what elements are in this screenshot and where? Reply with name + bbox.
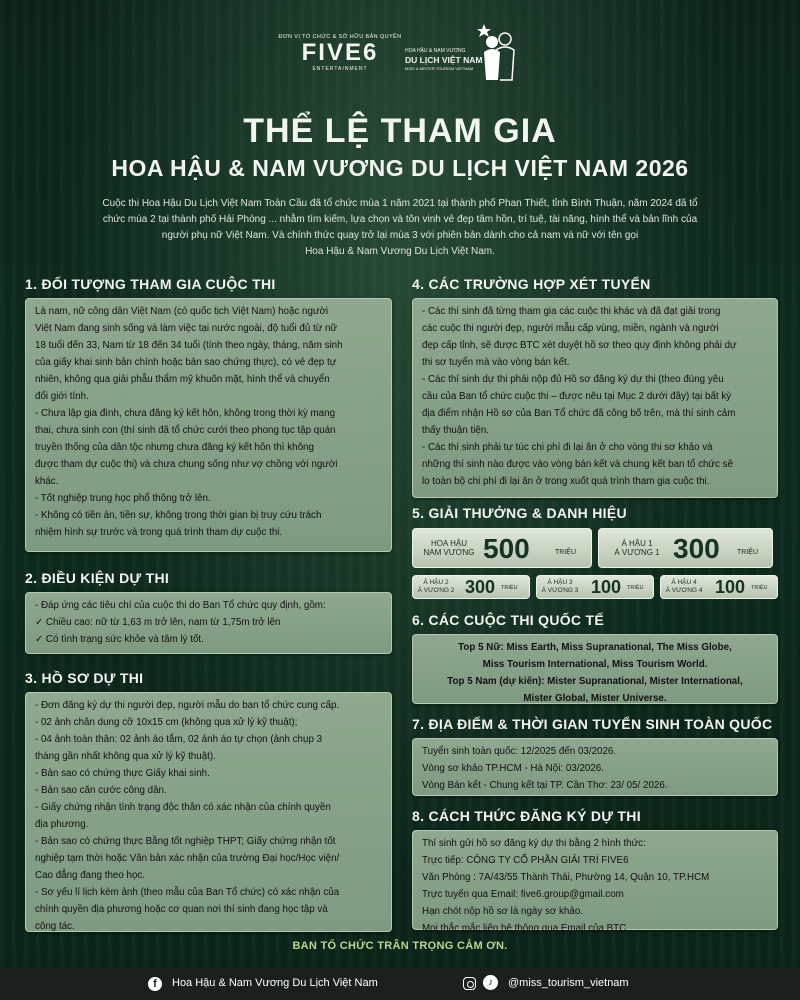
card-line: công tác. xyxy=(35,921,75,932)
prize-card xyxy=(412,575,530,599)
card-line: Là nam, nữ công dân Việt Nam (có quốc tịch Việt Nam) hoặc người xyxy=(35,306,329,317)
card-line: nhiệm hình sự trước và trong quá trình tham dự cuộc thi. xyxy=(35,527,283,538)
prize-label xyxy=(540,579,580,595)
card-line: Mister Global, Mister Universe. xyxy=(523,693,667,704)
card-line: Vòng sơ khảo TP.HCM - Hà Nội: 03/2026. xyxy=(422,763,604,774)
section-4-card xyxy=(412,298,778,498)
section-6-title: 6. CÁC CUỘC THI QUỐC TẾ xyxy=(412,612,605,628)
prize-unit: TRIỆU xyxy=(501,585,518,591)
footer xyxy=(0,968,800,1000)
facebook-page-link[interactable]: Hoa Hậu & Nam Vương Du Lịch Việt Nam xyxy=(172,977,378,989)
closing-thanks: BAN TỔ CHỨC TRÂN TRỌNG CẢM ƠN. xyxy=(292,940,508,952)
card-line: - Tốt nghiệp trung học phổ thông trở lên. xyxy=(35,493,211,504)
prize-title: NAM VƯƠNG xyxy=(423,548,475,557)
card-line: Top 5 Nữ: Miss Earth, Miss Supranational, The Miss Globe, xyxy=(458,642,732,653)
prize-title: Á VƯƠNG 4 xyxy=(665,587,703,594)
intro-line: Hoa Hậu & Nam Vương Du Lịch Việt Nam. xyxy=(305,246,495,257)
card-line: Hạn chót nộp hồ sơ là ngày sơ khảo. xyxy=(422,906,583,917)
prize-card xyxy=(412,528,592,568)
card-line: Miss Tourism International, Miss Tourism World. xyxy=(482,659,708,670)
card-line: - Sơ yếu lí lịch kèm ảnh (theo mẫu của Ban Tổ chức) có xác nhận của xyxy=(35,887,340,898)
prize-title: Á HẬU 4 xyxy=(671,579,697,586)
card-line: - Giấy chứng nhận tình trạng độc thân có xác nhận của chính quyền xyxy=(35,802,331,813)
card-line: ✓ Có tình trạng sức khỏe và tâm lý tốt. xyxy=(35,634,204,645)
card-line: Vòng Bán kết - Chung kết tại TP. Cần Thơ: 23/ 05/ 2026. xyxy=(422,780,668,791)
card-line: lo toàn bộ chi phí đi lại ăn ở trong xuốt quá trình tham gia cuộc thi. xyxy=(422,476,710,487)
prize-label xyxy=(419,539,479,557)
card-line: - Bản sao có chứng thực Bằng tốt nghiệp THPT; Giấy chứng nhận tốt xyxy=(35,836,336,847)
card-line: - Bản sao có chứng thực Giấy khai sinh. xyxy=(35,768,210,779)
card-line: tháng gần nhất không qua xử lý kỹ thuật). xyxy=(35,751,216,762)
card-line: - Các thí sinh dự thi phải nộp đủ Hồ sơ đăng ký dự thi (theo đúng yêu xyxy=(422,374,724,385)
card-line: ✓ Chiều cao: nữ từ 1,63 m trở lên, nam từ 1,75m trở lên xyxy=(35,617,281,628)
section-4-title: 4. CÁC TRƯỜNG HỢP XÉT TUYỂN xyxy=(412,276,651,292)
prize-amount: 500 xyxy=(483,533,530,564)
section-7-title: 7. ĐỊA ĐIỂM & THỜI GIAN TUYỂN SINH TOÀN QUỐC xyxy=(412,716,773,732)
card-line: Mọi thắc mắc liên hệ thông qua Email của BTC. xyxy=(422,923,629,934)
card-line: các cuộc thi người đẹp, người mẫu cấp vùng, miền, ngành và người xyxy=(422,323,719,334)
facebook-icon[interactable]: f xyxy=(148,977,162,991)
prize-card xyxy=(536,575,654,599)
pageant-logo xyxy=(400,22,530,82)
prize-title: Á VƯƠNG 3 xyxy=(541,587,579,594)
prize-label xyxy=(605,539,669,557)
card-line: thi sơ tuyển mà vào vòng bán kết. xyxy=(422,357,570,368)
section-1-card xyxy=(25,298,392,552)
card-line: đổi giới tính. xyxy=(35,391,89,402)
prize-card xyxy=(660,575,778,599)
prize-unit: TRIỆU xyxy=(737,549,758,556)
prize-amount: 300 xyxy=(465,577,496,597)
section-8-card xyxy=(412,830,778,934)
card-line: 18 tuổi đến 33, Nam từ 18 đến 34 tuổi (tính theo ngày, tháng, năm sinh xyxy=(35,340,343,351)
card-line: - Đơn đăng ký dự thi người đẹp, người mẫu do ban tổ chức cung cấp. xyxy=(35,700,340,711)
intro-line: người phụ nữ Việt Nam. Và chính thức quay trở lại mùa 3 với phiên bản dành cho cả nam và nữ với tên gọi xyxy=(161,230,639,241)
section-7-card xyxy=(412,738,778,796)
card-line: - 04 ảnh toàn thân: 02 ảnh áo tắm, 02 ảnh áo tự chọn (ảnh chụp 3 xyxy=(35,734,323,745)
card-line: Tuyển sinh toàn quốc: 12/2025 đến 03/2026. xyxy=(422,746,617,757)
section-8-title: 8. CÁCH THỨC ĐĂNG KÝ DỰ THI xyxy=(412,808,641,824)
card-line: Trực tiếp: CÔNG TY CỔ PHẦN GIẢI TRÍ FIVE6 xyxy=(422,855,629,866)
five6-caption: ĐƠN VỊ TỔ CHỨC & SỞ HỮU BẢN QUYỀN xyxy=(278,34,402,40)
card-line: của giấy khai sinh bản chính hoặc bản sao chứng thực), có vẻ đẹp tự xyxy=(35,357,337,368)
section-3-card xyxy=(25,692,392,932)
card-line: địa phương. xyxy=(35,819,89,830)
couple-silhouette-icon xyxy=(472,22,522,82)
five6-wordmark: FIVE6 xyxy=(301,39,379,66)
card-line: Thí sinh gửi hồ sơ đăng ký dự thi bằng 2 hình thức: xyxy=(422,838,646,849)
pageant-logo-line3: MISS & MISTER TOURISM VIETNAM xyxy=(405,66,474,71)
card-line: địa điểm nhận Hồ sơ của Ban Tổ chức đã công bố trên, mà thí sinh cảm xyxy=(422,408,736,419)
page-title: THỂ LỆ THAM GIA xyxy=(243,112,557,150)
card-line: nghiệp tạm thời hoặc Văn bản xác nhận của trường Đại học/Học viện/ xyxy=(35,853,340,864)
card-line: - Không có tiền án, tiền sự, không trong thời gian bị truy cứu trách xyxy=(35,510,322,521)
card-line: - 02 ảnh chân dung cỡ 10x15 cm (không qua xử lý kỹ thuật); xyxy=(35,717,298,728)
card-line: thấy thuận tiện. xyxy=(422,425,489,436)
section-3-title: 3. HỒ SƠ DỰ THI xyxy=(25,670,144,686)
section-5-title: 5. GIẢI THƯỞNG & DANH HIỆU xyxy=(412,505,627,521)
instagram-icon[interactable] xyxy=(463,977,476,990)
prize-unit: TRIỆU xyxy=(627,585,644,591)
prize-title: Á VƯƠNG 1 xyxy=(614,548,660,557)
prize-unit: TRIỆU xyxy=(751,585,768,591)
prize-label xyxy=(664,579,704,595)
card-line: những thí sinh nào được vào vòng bán kết và chung kết ban tổ chức sẽ xyxy=(422,459,733,470)
prize-card xyxy=(598,528,773,568)
card-line: Việt Nam đang sinh sống và làm việc tại nước ngoài, độ tuổi đủ từ nữ xyxy=(35,323,338,334)
card-line: khác. xyxy=(35,476,59,487)
five6-logo xyxy=(275,34,405,72)
pageant-logo-line2: DU LỊCH VIỆT NAM xyxy=(405,55,483,65)
intro-line: chức mùa 2 tại thành phố Hải Phòng ... nhằm tìm kiếm, lựa chọn và tôn vinh vẻ đẹp tâm hồn, trí tuệ, tài năng, hình thể và bản lĩnh của xyxy=(102,214,698,225)
page-subtitle: HOA HẬU & NAM VƯƠNG DU LỊCH VIỆT NAM 2026 xyxy=(111,155,689,181)
prize-title: Á HẬU 3 xyxy=(547,579,573,586)
prize-label xyxy=(416,579,456,595)
prize-amount: 100 xyxy=(591,577,622,597)
card-line: - Bản sao căn cước công dân. xyxy=(35,785,167,796)
prize-title: Á HẬU 2 xyxy=(423,579,449,586)
section-2-title: 2. ĐIỀU KIỆN DỰ THI xyxy=(25,570,170,586)
pageant-logo-line1: HOA HẬU & NAM VƯƠNG xyxy=(405,48,466,54)
card-line: Trực tuyến qua Email: five6.group@gmail.com xyxy=(422,889,624,900)
card-line: được tham dự cuộc thi) và chưa chung sống như vợ chồng với người xyxy=(35,459,338,470)
card-line: chính quyền địa phương hoặc cơ quan nơi thí sinh đang học tập và xyxy=(35,904,328,915)
card-line: nhiên, không qua giải phẫu thẩm mỹ khuôn mặt, hình thể và chuyển xyxy=(35,374,330,385)
card-line: - Đáp ứng các tiêu chí của cuộc thi do Ban Tổ chức quy định, gồm: xyxy=(35,600,326,611)
card-line: - Các thí sinh phải tự túc chi phí đi lại ăn ở cho vòng thi sơ khảo và xyxy=(422,442,713,453)
intro-line: Cuộc thi Hoa Hậu Du Lịch Việt Nam Toàn Cầu đã tổ chức mùa 1 năm 2021 tại thành phố Phan Thiết, tỉnh Bình Thuận, năm 2024 đã tổ xyxy=(102,198,698,209)
prize-title: Á VƯƠNG 2 xyxy=(417,587,455,594)
section-6-card xyxy=(412,634,778,704)
card-line: - Chưa lập gia đình, chưa đăng ký kết hôn, không trong thời kỳ mang xyxy=(35,408,336,419)
prize-amount: 300 xyxy=(673,533,720,564)
card-line: Top 5 Nam (dự kiến): Mister Supranational, Mister International, xyxy=(447,676,743,687)
social-handle-link[interactable]: @miss_tourism_vietnam xyxy=(508,977,629,989)
prize-amount: 100 xyxy=(715,577,746,597)
header xyxy=(0,22,800,92)
intro-paragraph xyxy=(70,196,730,260)
tiktok-icon[interactable]: ♪ xyxy=(483,975,498,990)
prize-unit: TRIỆU xyxy=(555,549,576,556)
card-line: thai, chưa sinh con (thí sinh đã tổ chức cưới theo phong tục tập quán xyxy=(35,425,336,436)
card-line: - Các thí sinh đã từng tham gia các cuộc thi khác và đã đạt giải trong xyxy=(422,306,721,317)
card-line: đẹp cấp tỉnh, sẽ được BTC xét duyệt hồ sơ theo quy định không phải dự xyxy=(422,340,737,351)
card-line: cầu của Ban tổ chức cuộc thi – được nêu tại Mục 2 dưới đây) tại bất kỳ xyxy=(422,391,732,402)
card-line: truyền thống của dân tộc nhưng chưa đăng ký kết hôn thì không xyxy=(35,442,314,453)
five6-subtitle: ENTERTAINMENT xyxy=(312,66,368,72)
card-line: Cao đẳng đang theo học. xyxy=(35,870,146,881)
section-1-title: 1. ĐỐI TƯỢNG THAM GIA CUỘC THI xyxy=(25,276,276,292)
prize-title: Á HẬU 1 xyxy=(621,539,653,548)
section-2-card xyxy=(25,592,392,654)
card-line: Văn Phòng : 7A/43/55 Thành Thái, Phường 14, Quận 10, TP.HCM xyxy=(422,872,710,883)
prize-title: HOA HẬU xyxy=(430,539,467,548)
